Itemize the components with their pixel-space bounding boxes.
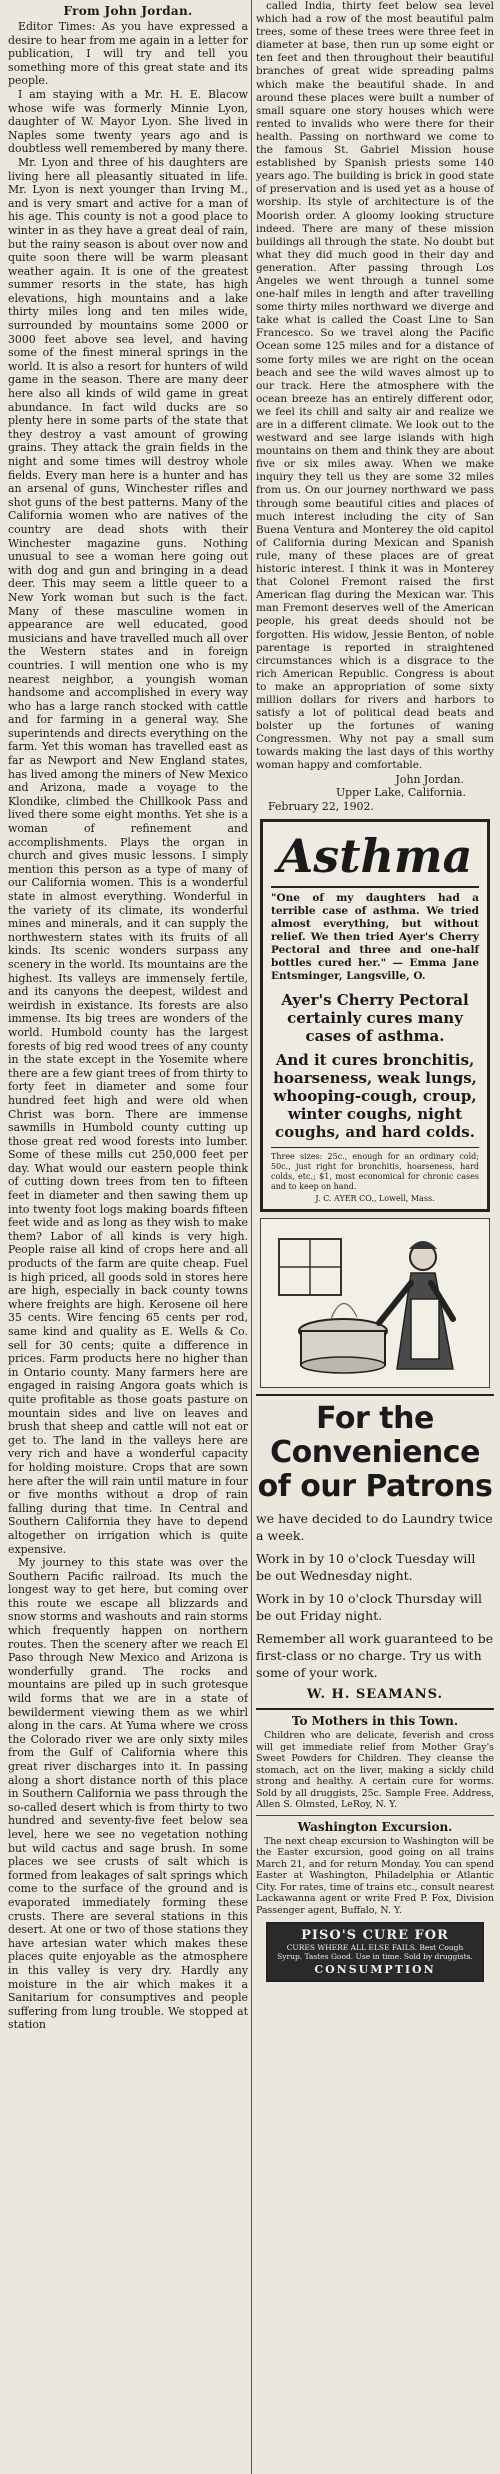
asthma-cures-list: And it cures bronchitis, hoarseness, weak lungs, whooping-cough, croup, winter coughs, night coughs, and hard colds. bbox=[273, 1051, 477, 1142]
asthma-tagline: Ayer's Cherry Pectoral certainly cures many cases of asthma. bbox=[281, 991, 469, 1046]
letter-signature: John Jordan. bbox=[395, 772, 464, 786]
asthma-advertisement bbox=[260, 819, 490, 1212]
asthma-maker: J. C. AYER CO., Lowell, Mass. bbox=[315, 1194, 435, 1204]
washington-text: The next cheap excursion to Washington will be the Easter excursion, good going on all trains March 21, and for return Monday. You can spend Easter at Washington, Philadelphia or Atlantic City. For rates, time of trains etc., consult nearest Lackawanna agent or write Fred P. Fox, Division Passenger agent, Buffalo, N. Y. bbox=[256, 1835, 494, 1916]
laundry-signature: W. H. SEAMANS. bbox=[306, 1687, 444, 1703]
section-divider bbox=[256, 1708, 494, 1710]
washington-title: Washington Excursion. bbox=[297, 1819, 453, 1834]
piso-fine-print: CURES WHERE ALL ELSE FAILS. Best Cough Syrup. Tastes Good. Use in time. Sold by druggists. bbox=[277, 1943, 473, 1962]
piso-advertisement bbox=[266, 1922, 484, 1982]
asthma-sizes: Three sizes: 25c., enough for an ordinary cold; 50c., just right for bronchitis, hoarseness, hard colds, etc.; $1, most economical for chronic cases and to keep on hand. bbox=[271, 1147, 479, 1192]
letter-paragraph-1: Editor Times: As you have expressed a desire to hear from me again in a letter for publication, I will try and tell you something more of this great state and its people. bbox=[8, 20, 248, 88]
letter-continued: called India, thirty feet below sea level which had a row of the most beautiful palm trees, some of these trees were three feet in diameter at base, then run up some eight or ten feet and then throughout their beautiful branches of great wide spreading palms which make the beautiful shade. In and around these places were built a number of small square one story houses which were rented to invalids who were there for their health. Passing on northward we come to the famous St. Gabriel Mission house established by Spanish priests some 140 years ago. The building is brick in good state of preservation and is used yet as a house of worship. Its style of architecture is of the Moorish order. A gloomy looking structure indeed. There are many of these mission buildings all through the state. No doubt but what they did much good in their day and generation. After passing through Los Angeles we went through a tunnel some one-half miles in length and after travelling some thirty miles northward we diverge and take what is called the Coast Line to San Francesco. So we travel along the Pacific Ocean some 125 miles and for a distance of some forty miles we are right on the ocean beach and see the wild waves almost up to our track. Here the atmosphere with the ocean breeze has an entirely different odor, we feel its chill and salty air and realize we are in a different climate. We look out to the westward and see large islands with high mountains on them and think they are about five or six miles away. When we make inquiry they tell us they are some 32 miles from us. On our journey northward we pass through some beautiful cities and places of much interest including the city of San Buena Ventura and Monterey the old capitol of California during Mexican and Spanish rule, many of these places are of great historic interest. I think it was in Monterey that Colonel Fremont raised the first American flag during the Mexican war. This man Fremont deserves well of the American people, his great deeds should not be forgotten. His widow, Jessie Benton, of noble parentage is reported in straightened circumstances which is a disgrace to the rich American Republic. Congress is about to make an appropriation of some sixty million dollars for rivers and harbors to satisfy a lot of political dead beats and bolster up the fortunes of waning Congressmen. Why not pay a small sum towards making the last days of this worthy woman happy and comfortable. bbox=[256, 0, 494, 772]
left-column bbox=[8, 0, 248, 2474]
laundry-line-2: Work in by 10 o'clock Tuesday will be out Wednesday night. bbox=[256, 1551, 476, 1584]
laundry-line-4: Remember all work guaranteed to be first-class or no charge. Try us with some of your work. bbox=[256, 1631, 494, 1681]
asthma-title: Asthma bbox=[271, 830, 479, 888]
letter-paragraph-2: I am staying with a Mr. H. E. Blacow whose wife was formerly Minnie Lyon, daughter of W. Mayor Lyon. She lived in Naples some twenty years ago and is doubtless well remembered by many there. bbox=[8, 87, 248, 156]
column-divider bbox=[251, 0, 252, 2474]
piso-consumption: CONSUMPTION bbox=[314, 1963, 436, 1977]
laundry-illustration bbox=[260, 1218, 490, 1388]
letter-place: Upper Lake, California. bbox=[336, 786, 466, 800]
piso-title: PISO'S CURE FOR bbox=[301, 1928, 449, 1944]
letter-paragraph-4: My journey to this state was over the Southern Pacific railroad. Its much the longest way to get here, but coming over this route we escape all blizzards and snow storms and washouts and rain storms which frequently happen on northern routes. Then the scenery after we reach El Paso through New Mexico and Arizona is wonderfully grand. The rocks and mountains are piled up in such grotesque wild forms that we are in a state of bewilderment viewing them as we whirl along in the cars. At Yuma where we cross the Colorado river we are only sixty miles from the Gulf of California where this great river discharges into it. In passing along a short distance north of this place in Southern California we pass through the so-called desert which is from thirty to two hundred and seventy-five feet below sea level, here we see no vegetation nothing but wild cactus and sage brush. In some places we see crusts of salt which is formed from leakages of salt springs which come to the surface of the ground and is evaporated immediately forming these crusts. There are several stations in this desert. At one or two of those stations they have artesian water which makes these places quite enjoyable as the atmosphere in this valley is very dry. Hardly any moisture in the air which makes it a Sanitarium for consumptives and people suffering from lung trouble. We stopped at station bbox=[8, 1556, 248, 2032]
letter-headline: From John Jordan. bbox=[63, 4, 193, 18]
section-divider bbox=[256, 1815, 494, 1816]
laundry-body bbox=[256, 1510, 494, 1681]
mothers-title: To Mothers in this Town. bbox=[291, 1714, 459, 1729]
letter-paragraph-3: Mr. Lyon and three of his daughters are living here all pleasantly situated in life. Mr. Lyon is next younger than Irving M., and is very smart and active for a man of his age. This county is not a good place to winter in as they have a great deal of rain, but the rainy season is about over now and quite soon there will be warm pleasant weather again. It is one of the greatest summer resorts in the state, has high elevations, high mountains and a lake thirty miles long and ten miles wide, surrounded by mountains some 2000 or 3000 feet above sea level, and having some of the finest mineral springs in the world. It is also a resort for hunters of wild game in the season. There are many deer here also all kinds of wild game in great abundance. In fact wild ducks are so plenty here in some parts of the state that they destroy a vast amount of growing grains. They attack the grain fields in the night and some times will destroy whole fields. Every man here is a hunter and has an arsenal of guns, Winchester rifles and shot guns of the best patterns. Many of the California women who are natives of the country are dead shots with their Winchester magazine guns. Nothing unusual to see a woman here going out with dog and gun and bringing in a dead deer. This may seem a little queer to a New York woman but such is the fact. Many of these masculine women in appearance are well educated, good musicians and have travelled much all over the Western states and in foreign countries. I will mention one who is my nearest neighbor, a youngish woman handsome and accomplished in every way who has a large ranch stocked with cattle and for farming in a general way. She superintends and directs everything on the farm. Yet this woman has travelled east as far as Newport and New England states, has lived among the miners of New Mexico and Arizona, made a voyage to the Klondike, climbed the Chillkook Pass and lived there some eight months. Yet she is a woman of refinement and accomplishments. Plays the organ in church and gives music lessons. I simply mention this person as a type of many of our California women. This is a wonderful state in almost everything. Wonderful in the variety of its climate, its wonderful mines and minerals, and it can supply the northwestern states with its fruits of all kinds. Its scenic wonders surpass any scenery in the world. Its mountains are the highest. Its valleys are immensely fertile, and its canyons the deepest, wildest and weirdish in existance. Its forests are also immense. Its big trees are wonders of the world. Humbold county has the largest forests of big red wood trees of any county in the state except in the Yosemite where there are a few giant trees of from thirty to forty feet in diameter and some four hundred feet high and were old when Christ was born. There are immense sawmills in Humbold county cutting up those great red wood forests into lumber. Some of these mills cut 250,000 feet per day. What would our eastern people think of cutting down trees from ten to fifteen feet in diameter and then sawing them up into twenty foot logs making boards fifteen feet wide and as long as they wish to make them? Labor of all kinds is very high. People raise all kind of crops here and all products of the farm are quite cheap. Fuel is high priced, all goods sold in stores here are high, especially in back county towns where freights are high. Kerosene oil here 35 cents. Wire fencing 65 cents per rod, same kind and quality as E. Wells & Co. sell for 30 cents; quite a difference in prices. Farm products here no higher than in Ontario county. Many farmers here are engaged in raising Angora goats which is quite profitable as those goats pasture on mountain sides and live on leaves and brush that sheep and cattle will not eat or get to. The land in the valleys here are very rich and have a wonderful capacity for holding moisture. Crops that are sown here after the will rain until mature in four or five months without a drop of rain falling during that time. In Central and Southern California they have to depend altogether on irrigation which is quite expensive. bbox=[8, 155, 248, 1556]
washerwoman-picture bbox=[261, 1219, 489, 1385]
letter-date: February 22, 1902. bbox=[268, 799, 374, 813]
asthma-testimonial: "One of my daughters had a terrible case of asthma. We tried almost everything, but without relief. We then tried Ayer's Cherry Pectoral and three and one-half bottles cured her." — Emma Jane Entsminger, Langsville, O. bbox=[271, 892, 479, 983]
laundry-line-1: we have decided to do Laundry twice a week. bbox=[256, 1511, 493, 1544]
laundry-line-3: Work in by 10 o'clock Thursday will be out Friday night. bbox=[256, 1591, 483, 1624]
laundry-title: For the Convenience of our Patrons bbox=[257, 1401, 493, 1505]
right-column bbox=[256, 0, 494, 2474]
mothers-text: Children who are delicate, feverish and cross will get immediate relief from Mother Gray's Sweet Powders for Children. They cleanse the stomach, act on the liver, making a sickly child strong and healthy. A certain cure for worms. Sold by all druggists, 25c. Sample Free. Address, Allen S. Olmsted, LeRoy, N. Y. bbox=[256, 1730, 494, 1811]
section-divider bbox=[256, 1394, 494, 1396]
